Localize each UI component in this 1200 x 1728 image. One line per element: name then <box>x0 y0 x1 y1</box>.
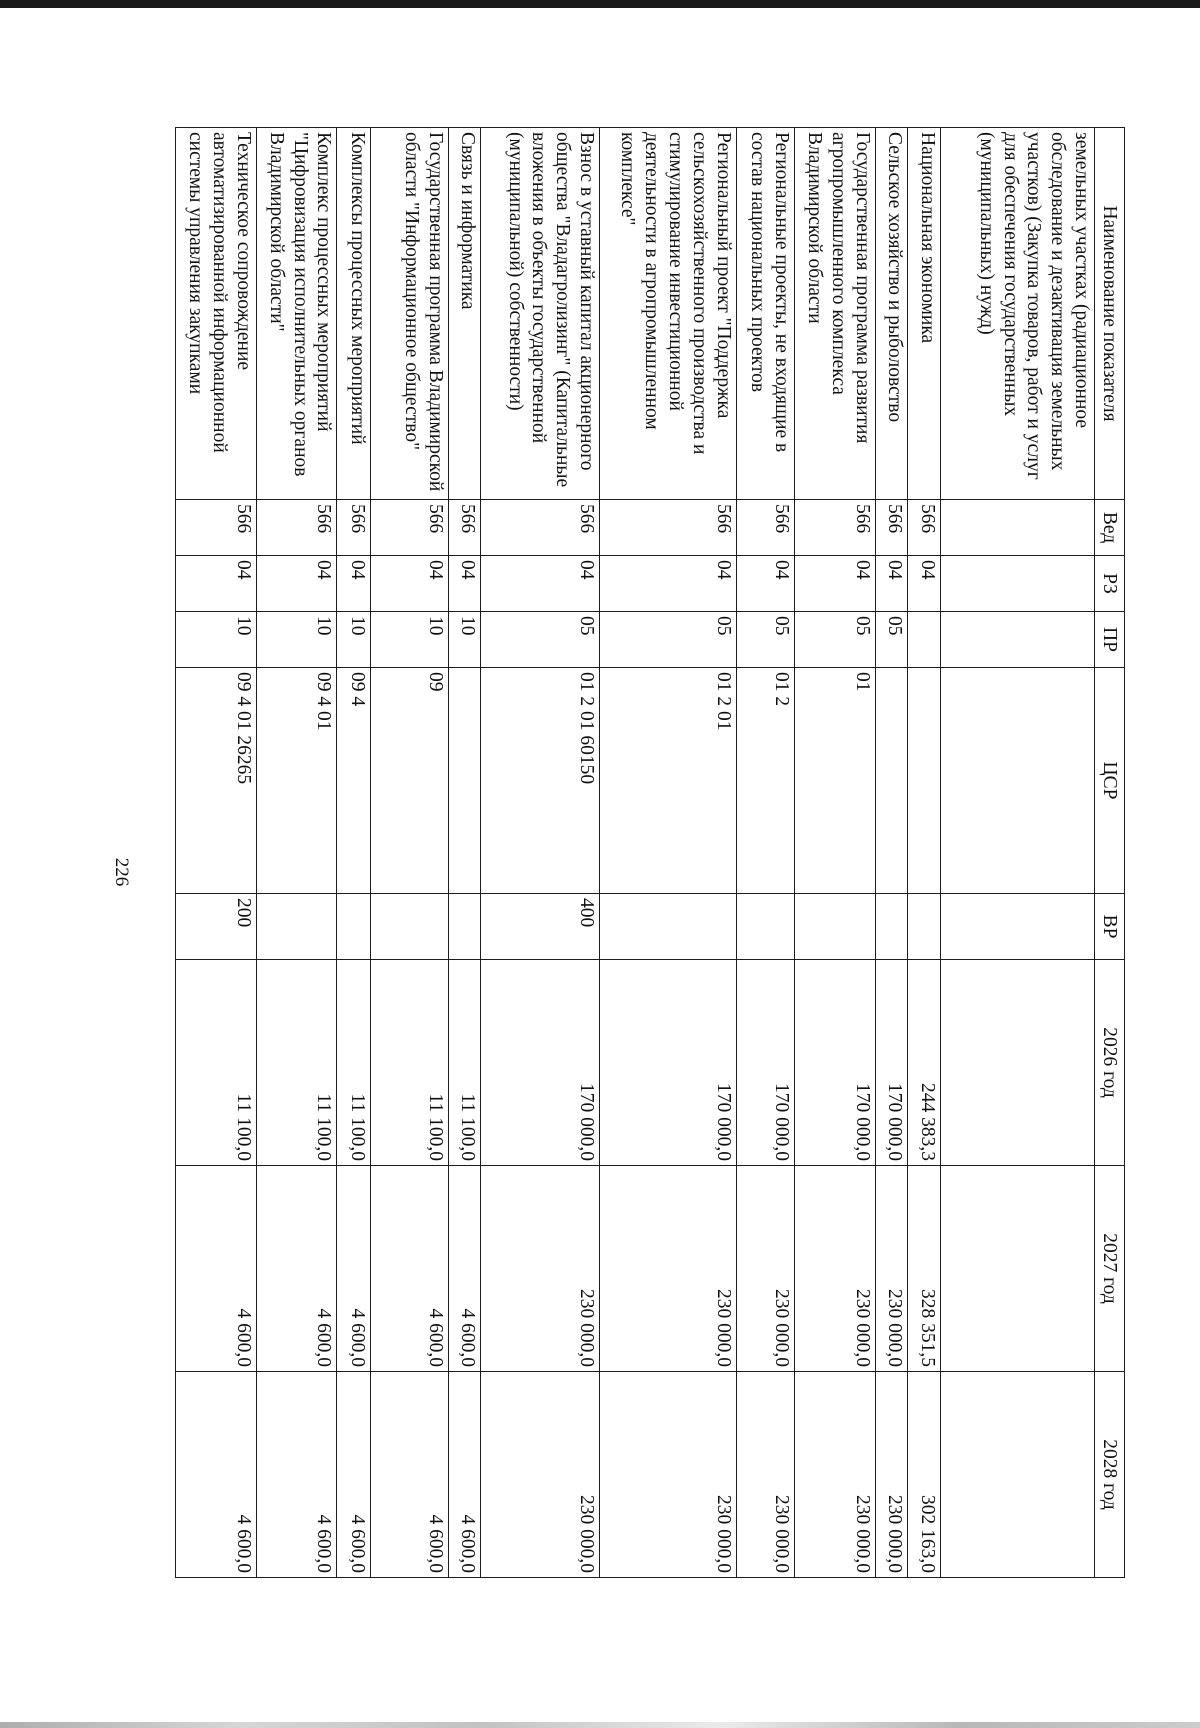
cell-y2028: 4 600,0 <box>176 1372 257 1578</box>
cell-pr <box>908 612 941 668</box>
cell-name: Государственная программа развития агропромышленного комплекса Владимирской области <box>795 128 876 500</box>
cell-y2026: 11 100,0 <box>256 960 337 1166</box>
cell-csr: 01 <box>795 668 876 894</box>
cell-csr: 01 2 <box>736 668 795 894</box>
cell-y2027: 328 351,5 <box>908 1166 941 1372</box>
cell-y2026: 170 000,0 <box>480 960 599 1166</box>
cell-pr: 05 <box>795 612 876 668</box>
cell-csr <box>875 668 908 894</box>
header-2027: 2027 год <box>1095 1166 1125 1372</box>
cell-ved <box>940 500 1094 556</box>
cell-pr: 05 <box>480 612 599 668</box>
cell-name: Сельское хозяйство и рыболовство <box>875 128 908 500</box>
cell-y2026: 244 383,3 <box>908 960 941 1166</box>
cell-y2027: 4 600,0 <box>337 1166 371 1372</box>
table-row <box>256 128 337 1578</box>
cell-y2028: 230 000,0 <box>795 1372 876 1578</box>
cell-rz: 04 <box>176 556 257 612</box>
cell-pr: 05 <box>875 612 908 668</box>
cell-pr: 05 <box>599 612 736 668</box>
cell-csr: 01 2 01 <box>599 668 736 894</box>
cell-name: Региональный проект "Поддержка сельскохозяйственного производства и стимулирование инвестиционной деятельности в агропромышленном комплексе" <box>599 128 736 500</box>
cell-y2026: 170 000,0 <box>795 960 876 1166</box>
cell-y2028: 230 000,0 <box>599 1372 736 1578</box>
cell-vr <box>371 894 449 960</box>
table-row <box>875 128 908 1578</box>
header-vr: ВР <box>1095 894 1125 960</box>
header-ved: Вед <box>1095 500 1125 556</box>
table-row <box>736 128 795 1578</box>
cell-y2028: 230 000,0 <box>875 1372 908 1578</box>
header-2028: 2028 год <box>1095 1372 1125 1578</box>
header-name: Наименование показателя <box>1095 128 1125 500</box>
cell-name: Региональные проекты, не входящие в состав национальных проектов <box>736 128 795 500</box>
cell-y2027: 230 000,0 <box>480 1166 599 1372</box>
header-csr: ЦСР <box>1095 668 1125 894</box>
cell-y2027: 4 600,0 <box>371 1166 449 1372</box>
scan-bottom-edge <box>0 1722 1200 1728</box>
cell-rz: 04 <box>256 556 337 612</box>
cell-y2027: 230 000,0 <box>875 1166 908 1372</box>
cell-y2026: 170 000,0 <box>599 960 736 1166</box>
table-header-row <box>1095 128 1125 1578</box>
header-pr: ПР <box>1095 612 1125 668</box>
table-row <box>449 128 480 1578</box>
table-row <box>599 128 736 1578</box>
cell-name: земельных участках (радиационное обследование и дезактивация земельных участков) (Закупка товаров, работ и услуг для обеспечения государственных (муниципальных) нужд) <box>940 128 1094 500</box>
cell-y2028: 4 600,0 <box>337 1372 371 1578</box>
cell-y2028: 4 600,0 <box>449 1372 480 1578</box>
cell-vr <box>599 894 736 960</box>
cell-vr: 200 <box>176 894 257 960</box>
cell-pr: 10 <box>337 612 371 668</box>
page-number: 226 <box>111 857 132 887</box>
table-row <box>337 128 371 1578</box>
cell-ved: 566 <box>176 500 257 556</box>
cell-vr <box>875 894 908 960</box>
cell-ved: 566 <box>449 500 480 556</box>
cell-csr: 09 <box>371 668 449 894</box>
cell-ved: 566 <box>736 500 795 556</box>
table-row <box>371 128 449 1578</box>
cell-pr <box>940 612 1094 668</box>
cell-vr: 400 <box>480 894 599 960</box>
cell-ved: 566 <box>908 500 941 556</box>
cell-ved: 566 <box>875 500 908 556</box>
cell-y2028: 302 163,0 <box>908 1372 941 1578</box>
cell-y2027: 230 000,0 <box>736 1166 795 1372</box>
cell-y2028: 230 000,0 <box>736 1372 795 1578</box>
table-row <box>940 128 1094 1578</box>
cell-csr: 09 4 01 26265 <box>176 668 257 894</box>
cell-y2027: 4 600,0 <box>449 1166 480 1372</box>
cell-y2026: 11 100,0 <box>176 960 257 1166</box>
cell-name: Комплексы процессных мероприятий <box>337 128 371 500</box>
cell-y2027: 4 600,0 <box>176 1166 257 1372</box>
cell-pr: 10 <box>176 612 257 668</box>
cell-y2028: 230 000,0 <box>480 1372 599 1578</box>
cell-rz: 04 <box>480 556 599 612</box>
cell-vr <box>795 894 876 960</box>
cell-vr <box>449 894 480 960</box>
cell-name: Техническое сопровождение автоматизированной информационной системы управления закупками <box>176 128 257 500</box>
cell-name: Национальная экономика <box>908 128 941 500</box>
cell-pr: 10 <box>449 612 480 668</box>
cell-y2026: 170 000,0 <box>736 960 795 1166</box>
cell-y2026 <box>940 960 1094 1166</box>
cell-y2026: 11 100,0 <box>449 960 480 1166</box>
cell-ved: 566 <box>256 500 337 556</box>
cell-y2027 <box>940 1166 1094 1372</box>
table-row <box>908 128 941 1578</box>
cell-name: Взнос в уставный капитал акционерного общества "Владагролизинг" (Капитальные вложения в объекты государственной (муниципальной) собственности) <box>480 128 599 500</box>
cell-rz: 04 <box>875 556 908 612</box>
cell-rz: 04 <box>599 556 736 612</box>
cell-csr <box>449 668 480 894</box>
table-row <box>480 128 599 1578</box>
header-2026: 2026 год <box>1095 960 1125 1166</box>
cell-rz: 04 <box>449 556 480 612</box>
cell-y2026: 11 100,0 <box>337 960 371 1166</box>
cell-rz: 04 <box>795 556 876 612</box>
cell-y2028: 4 600,0 <box>371 1372 449 1578</box>
cell-ved: 566 <box>599 500 736 556</box>
cell-ved: 566 <box>371 500 449 556</box>
cell-rz <box>940 556 1094 612</box>
cell-rz: 04 <box>337 556 371 612</box>
table-row <box>795 128 876 1578</box>
cell-pr: 10 <box>256 612 337 668</box>
cell-ved: 566 <box>795 500 876 556</box>
cell-vr <box>940 894 1094 960</box>
table-row <box>176 128 257 1578</box>
cell-y2026: 170 000,0 <box>875 960 908 1166</box>
cell-y2027: 4 600,0 <box>256 1166 337 1372</box>
header-rz: РЗ <box>1095 556 1125 612</box>
cell-ved: 566 <box>337 500 371 556</box>
cell-name: Комплекс процессных мероприятий "Цифровизация исполнительных органов Владимирской области" <box>256 128 337 500</box>
cell-rz: 04 <box>371 556 449 612</box>
cell-y2027: 230 000,0 <box>599 1166 736 1372</box>
cell-y2026: 11 100,0 <box>371 960 449 1166</box>
cell-name: Государственная программа Владимирской области "Информационное общество" <box>371 128 449 500</box>
cell-vr <box>256 894 337 960</box>
cell-csr: 01 2 01 60150 <box>480 668 599 894</box>
cell-vr <box>736 894 795 960</box>
cell-rz: 04 <box>908 556 941 612</box>
cell-name: Связь и информатика <box>449 128 480 500</box>
cell-csr: 09 4 01 <box>256 668 337 894</box>
scan-top-border <box>0 0 1200 8</box>
cell-csr: 09 4 <box>337 668 371 894</box>
cell-y2027: 230 000,0 <box>795 1166 876 1372</box>
budget-table <box>175 127 1125 1578</box>
cell-y2028: 4 600,0 <box>256 1372 337 1578</box>
cell-y2028 <box>940 1372 1094 1578</box>
cell-rz: 04 <box>736 556 795 612</box>
cell-pr: 05 <box>736 612 795 668</box>
cell-pr: 10 <box>371 612 449 668</box>
cell-csr <box>908 668 941 894</box>
cell-ved: 566 <box>480 500 599 556</box>
rotated-table-frame <box>175 127 1125 1577</box>
cell-vr <box>337 894 371 960</box>
cell-csr <box>940 668 1094 894</box>
cell-vr <box>908 894 941 960</box>
